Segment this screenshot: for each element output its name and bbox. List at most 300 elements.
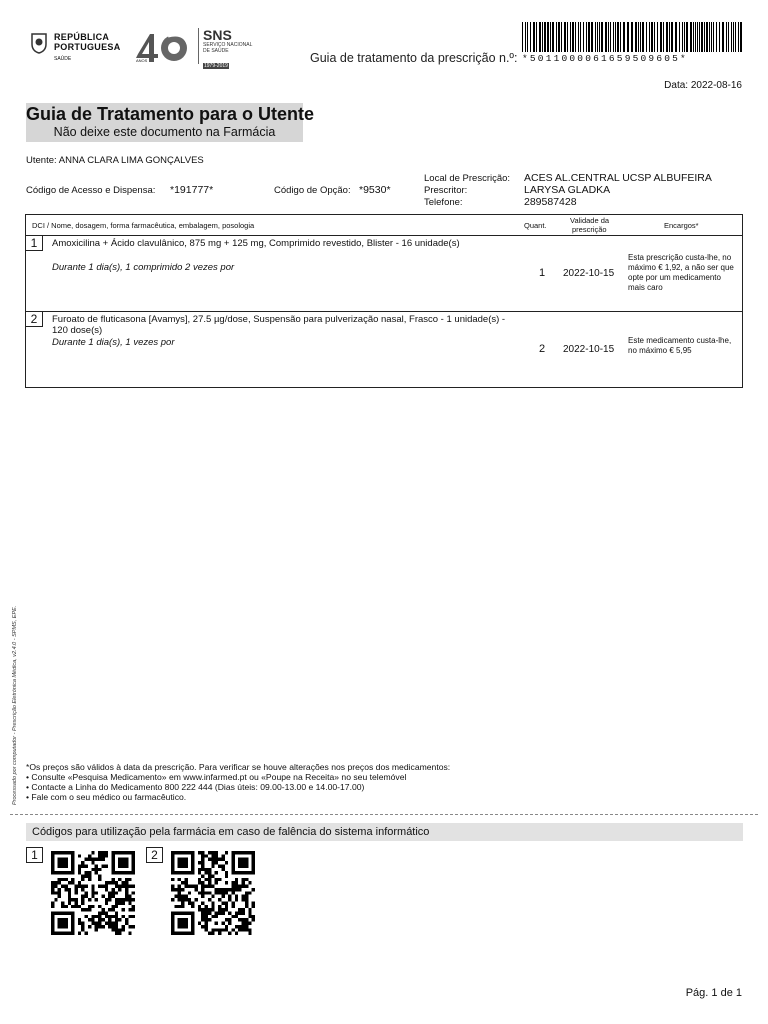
qr-module (51, 901, 54, 904)
barcode-bar (591, 22, 593, 52)
qr-module (231, 901, 234, 904)
qr-module (61, 864, 64, 867)
barcode-bar (640, 22, 641, 52)
qr-module (208, 898, 211, 901)
qr-module (125, 891, 128, 894)
qr-module (252, 888, 255, 891)
qr-module (118, 918, 121, 921)
qr-module (54, 885, 57, 888)
qr-module (191, 885, 194, 888)
qr-module (51, 915, 54, 918)
header-quant: Quant. (524, 221, 547, 230)
qr-module (228, 922, 231, 925)
qr-module (181, 918, 184, 921)
qr-module (101, 864, 104, 867)
qr-module (215, 851, 218, 854)
qr-module (64, 911, 67, 914)
qr-module (245, 895, 248, 898)
qr-module (205, 925, 208, 928)
qr-module (225, 871, 228, 874)
qr-module (111, 928, 114, 931)
qr-module (132, 908, 135, 911)
medication-charges: Esta prescrição custa-lhe, no máximo € 1,92, a não ser que opte por um medicamento mais caro (628, 253, 734, 292)
qr-module (171, 854, 174, 857)
qr-module (81, 898, 84, 901)
qr-module (242, 851, 245, 854)
qr-module (81, 895, 84, 898)
qr-module (115, 905, 118, 908)
qr-module (242, 885, 245, 888)
qr-module (245, 905, 248, 908)
qr-module (51, 891, 54, 894)
cut-line-divider (10, 814, 758, 815)
qr-module (101, 885, 104, 888)
qr-module (225, 905, 228, 908)
qr-module (98, 905, 101, 908)
qr-module (51, 905, 54, 908)
barcode-bar (657, 22, 658, 52)
qr-module (88, 918, 91, 921)
qr-module (111, 922, 114, 925)
qr-module (201, 925, 204, 928)
barcode-bar (542, 22, 543, 52)
qr-module (184, 885, 187, 888)
qr-module (178, 885, 181, 888)
qr-module (225, 908, 228, 911)
qr-module (51, 858, 54, 861)
qr-module (71, 918, 74, 921)
qr-module (198, 908, 201, 911)
qr-module (221, 864, 224, 867)
barcode-bar (556, 22, 557, 52)
qr-module (242, 861, 245, 864)
qr-module (125, 871, 128, 874)
qr-module (51, 861, 54, 864)
qr-module (188, 891, 191, 894)
qr-module (118, 932, 121, 935)
qr-module (184, 861, 187, 864)
qr-module (71, 868, 74, 871)
qr-module (171, 898, 174, 901)
barcode-bar (722, 22, 724, 52)
qr-module (71, 898, 74, 901)
qr-module (88, 858, 91, 861)
qr-module (201, 854, 204, 857)
fallback-codes-title: Códigos para utilização pela farmácia em caso de falência do sistema informático (26, 823, 743, 841)
qr-module (105, 885, 108, 888)
qr-module (221, 908, 224, 911)
qr-module (75, 891, 78, 894)
qr-module (231, 851, 234, 854)
qr-module (61, 901, 64, 904)
qr-module (85, 932, 88, 935)
qr-module (218, 908, 221, 911)
qr-module (85, 908, 88, 911)
barcode-bar (646, 22, 647, 52)
qr-module (58, 918, 61, 921)
sns-line2: DE SAÚDE (203, 48, 229, 54)
qr-module (174, 895, 177, 898)
qr-module (75, 888, 78, 891)
qr-module (235, 911, 238, 914)
qr-module (208, 891, 211, 894)
qr-module (71, 864, 74, 867)
qr-module (191, 925, 194, 928)
qr-module (118, 851, 121, 854)
qr-module (98, 868, 101, 871)
qr-module (61, 911, 64, 914)
qr-module (201, 851, 204, 854)
phone-label: Telefone: (424, 197, 463, 208)
qr-module (208, 932, 211, 935)
qr-module (205, 868, 208, 871)
qr-module (188, 911, 191, 914)
barcode-number: *5011000061659509605* (522, 53, 688, 64)
qr-module (122, 908, 125, 911)
qr-module (181, 888, 184, 891)
qr-module (78, 864, 81, 867)
qr-module (95, 898, 98, 901)
qr-module (181, 911, 184, 914)
barcode-bar (701, 22, 703, 52)
qr-module (215, 911, 218, 914)
sns-line1: SERVIÇO NACIONAL (203, 42, 253, 48)
qr-module (88, 908, 91, 911)
qr-module (115, 901, 118, 904)
qr-module (191, 918, 194, 921)
qr-module (252, 858, 255, 861)
qr-module (181, 922, 184, 925)
qr-module (85, 895, 88, 898)
qr-module (108, 898, 111, 901)
qr-module (225, 928, 228, 931)
qr-module (218, 858, 221, 861)
qr-module (95, 871, 98, 874)
qr-module (128, 925, 131, 928)
barcode-bar (552, 22, 554, 52)
sns-logo (198, 27, 258, 69)
qr-module (215, 915, 218, 918)
qr-module (238, 858, 241, 861)
qr-module (108, 915, 111, 918)
barcode-bar (597, 22, 598, 52)
barcode-bar (740, 22, 742, 52)
qr-module (231, 861, 234, 864)
barcode-bar (608, 22, 609, 52)
qr-module (235, 871, 238, 874)
qr-module (78, 885, 81, 888)
qr-module (215, 928, 218, 931)
qr-module (51, 854, 54, 857)
qr-module (198, 905, 201, 908)
qr-module (221, 868, 224, 871)
header-encargos: Encargos* (664, 221, 699, 230)
qr-module (71, 932, 74, 935)
qr-module (231, 891, 234, 894)
qr-module (248, 911, 251, 914)
qr-module (211, 854, 214, 857)
qr-module (81, 885, 84, 888)
qr-module (211, 875, 214, 878)
barcode-bar (522, 22, 523, 52)
qr-module (245, 864, 248, 867)
qr-module (81, 875, 84, 878)
barcode-bar (627, 22, 629, 52)
qr-module (191, 915, 194, 918)
qr-label-2: 2 (146, 847, 163, 863)
qr-module (78, 918, 81, 921)
qr-module (171, 864, 174, 867)
barcode-bar (693, 22, 694, 52)
qr-module (81, 928, 84, 931)
qr-module (184, 898, 187, 901)
qr-module (248, 922, 251, 925)
qr-module (81, 888, 84, 891)
qr-module (71, 878, 74, 881)
qr-module (91, 858, 94, 861)
qr-module (78, 905, 81, 908)
qr-module (64, 858, 67, 861)
qr-module (68, 898, 71, 901)
qr-module (122, 928, 125, 931)
qr-module (221, 901, 224, 904)
qr-module (81, 922, 84, 925)
qr-module (51, 911, 54, 914)
qr-module (132, 851, 135, 854)
qr-module (58, 932, 61, 935)
qr-module (64, 878, 67, 881)
qr-module (101, 908, 104, 911)
qr-module (238, 918, 241, 921)
qr-module (125, 858, 128, 861)
qr-module (122, 925, 125, 928)
prescriber-label: Prescritor: (424, 185, 468, 196)
barcode-bar (583, 22, 584, 52)
qr-module (115, 928, 118, 931)
qr-module (71, 928, 74, 931)
qr-module (205, 854, 208, 857)
barcode-bar (699, 22, 700, 52)
qr-module (128, 871, 131, 874)
document-title-box (26, 103, 315, 142)
qr-module (125, 881, 128, 884)
qr-module (231, 928, 234, 931)
barcode-bar (731, 22, 732, 52)
qr-module (225, 901, 228, 904)
qr-module (98, 885, 101, 888)
qr-module (198, 868, 201, 871)
qr-module (115, 881, 118, 884)
qr-module (211, 861, 214, 864)
qr-module (91, 851, 94, 854)
barcode-bar (586, 22, 587, 52)
qr-module (228, 898, 231, 901)
qr-module (68, 932, 71, 935)
qr-module (171, 861, 174, 864)
qr-module (245, 925, 248, 928)
qr-module (235, 881, 238, 884)
qr-module (248, 891, 251, 894)
qr-module (242, 911, 245, 914)
qr-module (181, 901, 184, 904)
qr-module (184, 878, 187, 881)
qr-module (245, 878, 248, 881)
barcode-bar (638, 22, 639, 52)
qr-module (242, 881, 245, 884)
qr-module (235, 885, 238, 888)
qr-module (205, 911, 208, 914)
qr-module (252, 864, 255, 867)
qr-module (68, 881, 71, 884)
medication-description: Furoato de fluticasona [Avamys], 27.5 µg/dose, Suspensão para pulverização nasal, Frasco - 1 unidade(s) - 120 dose(s) (52, 314, 506, 336)
qr-module (191, 858, 194, 861)
qr-module (191, 928, 194, 931)
qr-module (235, 888, 238, 891)
qr-module (242, 878, 245, 881)
qr-module (201, 915, 204, 918)
qr-module (51, 881, 54, 884)
qr-module (132, 925, 135, 928)
qr-module (115, 871, 118, 874)
qr-module (105, 911, 108, 914)
qr-module (201, 918, 204, 921)
qr-module (64, 851, 67, 854)
qr-module (181, 905, 184, 908)
barcode-bar (615, 22, 616, 52)
qr-module (115, 915, 118, 918)
qr-module (215, 922, 218, 925)
qr-module (248, 871, 251, 874)
qr-module (221, 891, 224, 894)
qr-module (122, 881, 125, 884)
qr-module (128, 932, 131, 935)
qr-module (81, 908, 84, 911)
qr-module (191, 922, 194, 925)
barcode-bar (575, 22, 576, 52)
prescription-validity: 2022-10-15 (563, 344, 615, 355)
qr-module (91, 861, 94, 864)
qr-module (245, 871, 248, 874)
qr-module (85, 871, 88, 874)
qr-module (198, 861, 201, 864)
qr-module (228, 918, 231, 921)
qr-module (68, 895, 71, 898)
qr-module (81, 864, 84, 867)
qr-module (208, 868, 211, 871)
qr-module (54, 851, 57, 854)
qr-module (201, 891, 204, 894)
qr-module (85, 858, 88, 861)
qr-module (58, 861, 61, 864)
qr-module (111, 888, 114, 891)
qr-module (98, 858, 101, 861)
qr-module (54, 911, 57, 914)
qr-module (231, 888, 234, 891)
barcode-bar (539, 22, 541, 52)
patient-name: Utente: ANNA CLARA LIMA GONÇALVES (26, 155, 204, 166)
qr-module (64, 925, 67, 928)
qr-module (238, 888, 241, 891)
qr-code-2 (168, 851, 258, 935)
qr-label-1: 1 (26, 847, 43, 863)
qr-module (64, 922, 67, 925)
qr-module (171, 915, 174, 918)
qr-module (184, 851, 187, 854)
anos-label: ANOS (136, 58, 148, 63)
qr-module (105, 915, 108, 918)
qr-module (71, 858, 74, 861)
barcode-bar (572, 22, 574, 52)
qr-module (174, 871, 177, 874)
qr-module (228, 932, 231, 935)
qr-module (245, 885, 248, 888)
qr-module (178, 864, 181, 867)
qr-module (228, 911, 231, 914)
qr-module (208, 911, 211, 914)
qr-module (132, 858, 135, 861)
qr-module (201, 895, 204, 898)
qr-module (64, 932, 67, 935)
row-number: 1 (26, 236, 43, 251)
qr-module (128, 915, 131, 918)
qr-module (58, 851, 61, 854)
qr-module (71, 854, 74, 857)
qr-module (245, 861, 248, 864)
qr-module (111, 851, 114, 854)
qr-module (64, 871, 67, 874)
qr-module (101, 854, 104, 857)
qr-module (184, 881, 187, 884)
qr-module (228, 895, 231, 898)
qr-module (248, 908, 251, 911)
qr-module (68, 871, 71, 874)
qr-module (201, 868, 204, 871)
qr-module (95, 928, 98, 931)
barcode-bar (561, 22, 562, 52)
barcode-bar (704, 22, 705, 52)
qr-module (58, 881, 61, 884)
qr-module (111, 868, 114, 871)
qr-module (118, 864, 121, 867)
barcode-bar (679, 22, 680, 52)
qr-module (178, 925, 181, 928)
qr-module (248, 881, 251, 884)
qr-module (105, 922, 108, 925)
qr-module (228, 888, 231, 891)
barcode-bar (660, 22, 662, 52)
qr-module (125, 898, 128, 901)
qr-module (68, 891, 71, 894)
qr-module (71, 911, 74, 914)
qr-module (231, 881, 234, 884)
qr-module (245, 928, 248, 931)
barcode-bar (663, 22, 664, 52)
qr-module (85, 864, 88, 867)
qr-module (245, 922, 248, 925)
barcode-bar (713, 22, 714, 52)
qr-module (235, 915, 238, 918)
qr-module (242, 908, 245, 911)
qr-module (54, 881, 57, 884)
qr-module (111, 891, 114, 894)
qr-module (125, 922, 128, 925)
barcode-bar (533, 22, 535, 52)
qr-module (184, 911, 187, 914)
qr-module (98, 915, 101, 918)
qr-module (61, 922, 64, 925)
qr-module (231, 915, 234, 918)
qr-module (61, 851, 64, 854)
